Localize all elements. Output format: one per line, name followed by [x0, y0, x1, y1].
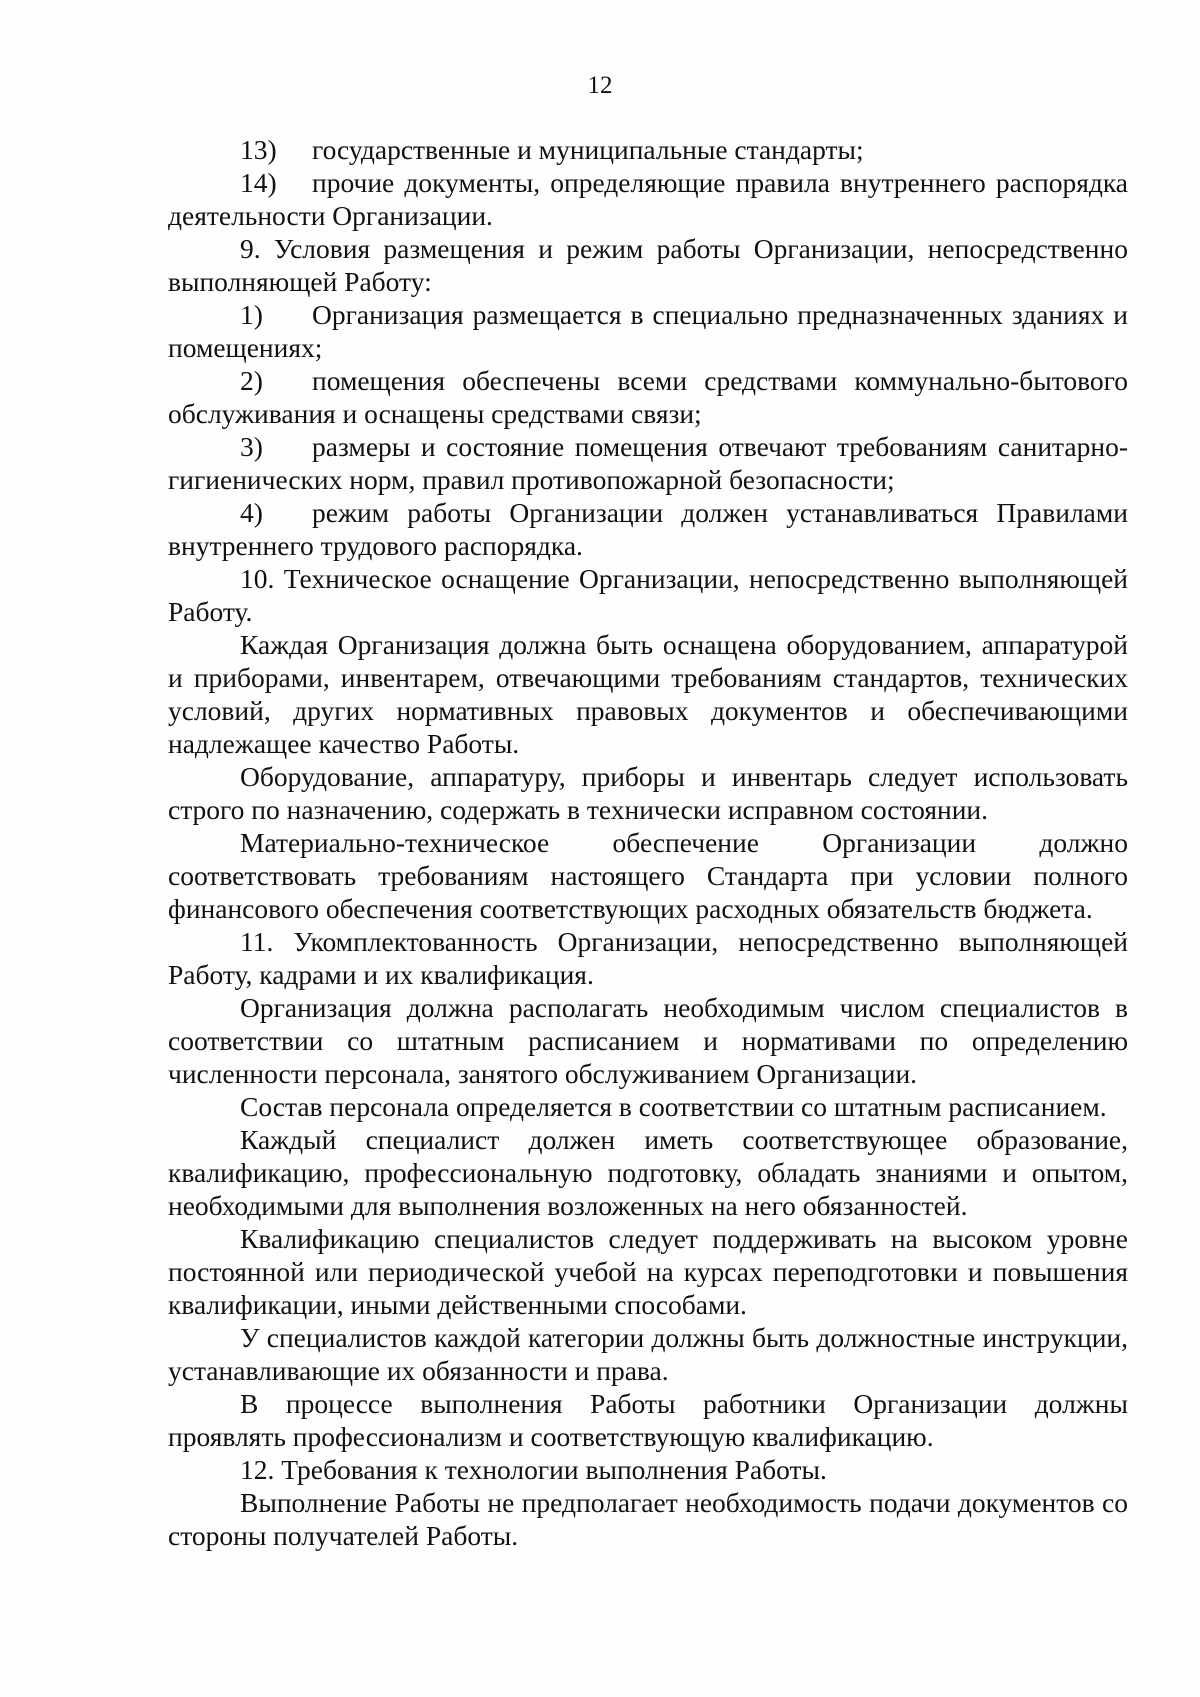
item-text: помещения обеспечены всеми средствами коммунально-бытового обслуживания и оснащены средствами связи; [168, 365, 1128, 429]
paragraph: Оборудование, аппаратуру, приборы и инвентарь следует использовать строго по назначению, содержать в технически исправном состоянии. [168, 761, 1128, 825]
paragraph: Каждая Организация должна быть оснащена оборудованием, аппаратурой и приборами, инвентарем, отвечающими требованиям стандартов, технических условий, других нормативных правовых документов и обеспечивающими надлежащее качество Работы. [168, 629, 1128, 759]
list-item [168, 364, 1128, 430]
paragraph: Организация должна располагать необходимым числом специалистов в соответствии со штатным расписанием и нормативами по определению численности персонала, занятого обслуживанием Организации. [168, 992, 1128, 1089]
paragraph: У специалистов каждой категории должны быть должностные инструкции, устанавливающие их обязанности и права. [168, 1322, 1128, 1386]
item-number: 13) [240, 134, 277, 165]
item-number: 3) [240, 431, 263, 462]
list-item [168, 133, 1128, 166]
item-number: 1) [240, 299, 263, 330]
list-item [168, 298, 1128, 364]
paragraph: В процессе выполнения Работы работники Организации должны проявлять профессионализм и соответствующую квалификацию. [168, 1388, 1128, 1452]
document-body [168, 133, 1128, 1552]
page-number: 12 [587, 72, 613, 99]
item-number: 14) [240, 167, 277, 198]
item-text: режим работы Организации должен устанавливаться Правилами внутреннего трудового распорядка. [168, 497, 1128, 561]
paragraph: Каждый специалист должен иметь соответствующее образование, квалификацию, профессиональную подготовку, обладать знаниями и опытом, необходимыми для выполнения возложенных на него обязанностей. [168, 1124, 1128, 1221]
section-heading-9: 9. Условия размещения и режим работы Организации, непосредственно выполняющей Работу: [168, 233, 1128, 297]
item-text: государственные и муниципальные стандарты; [312, 134, 864, 165]
section-heading-12: 12. Требования к технологии выполнения Работы. [240, 1454, 827, 1485]
section-heading-11: 11. Укомплектованность Организации, непосредственно выполняющей Работу, кадрами и их квалификация. [168, 926, 1128, 990]
item-text: размеры и состояние помещения отвечают требованиям санитарно-гигиенических норм, правил противопожарной безопасности; [168, 431, 1128, 495]
list-item [168, 430, 1128, 496]
paragraph: Материально-техническое обеспечение Организации должно соответствовать требованиям настоящего Стандарта при условии полного финансового обеспечения соответствующих расходных обязательств бюджета. [168, 827, 1128, 924]
paragraph: Выполнение Работы не предполагает необходимость подачи документов со стороны получателей Работы. [168, 1487, 1128, 1551]
item-text: Организация размещается в специально предназначенных зданиях и помещениях; [168, 299, 1128, 363]
item-text: прочие документы, определяющие правила внутреннего распорядка деятельности Организации. [168, 167, 1128, 231]
paragraph: Состав персонала определяется в соответствии со штатным расписанием. [240, 1091, 1107, 1122]
item-number: 2) [240, 365, 263, 396]
paragraph: Квалификацию специалистов следует поддерживать на высоком уровне постоянной или периодической учебой на курсах переподготовки и повышения квалификации, иными действенными способами. [168, 1223, 1128, 1320]
list-item [168, 496, 1128, 562]
list-item [168, 166, 1128, 232]
section-heading-10: 10. Техническое оснащение Организации, непосредственно выполняющей Работу. [168, 563, 1128, 627]
item-number: 4) [240, 497, 263, 528]
